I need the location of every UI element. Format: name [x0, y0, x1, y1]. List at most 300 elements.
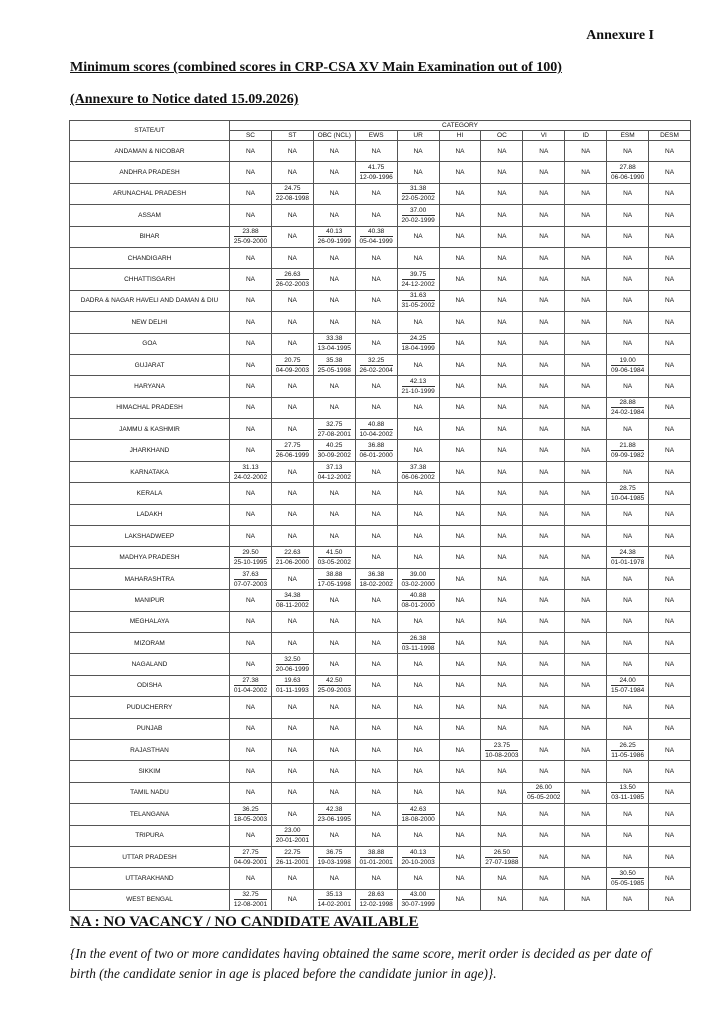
score-cell: NA [439, 354, 481, 375]
score-cell: NA [355, 333, 397, 354]
score-cell: NA [565, 440, 607, 461]
score-cell [230, 547, 272, 568]
score-cell: NA [523, 333, 565, 354]
score-cell: NA [607, 312, 649, 333]
score-cell: NA [523, 312, 565, 333]
state-name: KARNATAKA [70, 461, 230, 482]
score-value: 41.75 [360, 163, 393, 173]
state-name: ANDHRA PRADESH [70, 162, 230, 183]
score-cell [271, 825, 313, 846]
score-cell: NA [355, 183, 397, 204]
score-cell: NA [355, 269, 397, 290]
score-cell [313, 568, 355, 589]
date-of-birth: 04-09-2003 [275, 366, 309, 374]
score-cell: NA [649, 568, 691, 589]
score-cell [607, 354, 649, 375]
score-cell [397, 568, 439, 589]
score-cell: NA [565, 247, 607, 268]
score-value: 30.50 [611, 869, 644, 879]
score-cell: NA [481, 397, 523, 418]
score-cell: NA [649, 226, 691, 247]
score-value: 28.75 [611, 484, 644, 494]
state-name: HIMACHAL PRADESH [70, 397, 230, 418]
score-cell: NA [607, 269, 649, 290]
score-cell: NA [565, 504, 607, 525]
score-value: 26.50 [485, 848, 518, 858]
score-cell: NA [607, 568, 649, 589]
date-of-birth: 03-02-2000 [401, 580, 435, 588]
score-cell: NA [607, 419, 649, 440]
table-row [70, 333, 691, 354]
score-cell [397, 290, 439, 311]
score-cell [397, 183, 439, 204]
score-value: 31.63 [402, 291, 435, 301]
score-cell [230, 568, 272, 589]
score-cell [397, 461, 439, 482]
table-row [70, 526, 691, 547]
table-row [70, 290, 691, 311]
score-cell: NA [523, 547, 565, 568]
column-header: EWS [355, 131, 397, 141]
score-value: 42.38 [318, 805, 351, 815]
score-cell: NA [439, 611, 481, 632]
score-cell: NA [481, 483, 523, 504]
score-cell: NA [439, 312, 481, 333]
score-cell: NA [271, 312, 313, 333]
score-value: 24.25 [402, 334, 435, 344]
table-row [70, 440, 691, 461]
score-cell: NA [313, 654, 355, 675]
date-of-birth: 18-04-1999 [401, 345, 435, 353]
date-of-birth: 18-05-2003 [233, 815, 268, 823]
state-name: TRIPURA [70, 825, 230, 846]
state-name: ARUNACHAL PRADESH [70, 183, 230, 204]
table-header [70, 121, 691, 141]
score-cell: NA [230, 141, 272, 162]
date-of-birth: 26-02-2003 [275, 281, 309, 289]
score-cell: NA [313, 632, 355, 653]
table-row [70, 739, 691, 760]
date-of-birth: 20-06-1999 [275, 666, 309, 674]
score-cell: NA [481, 333, 523, 354]
score-value: 27.75 [276, 441, 309, 451]
score-cell: NA [271, 333, 313, 354]
score-cell: NA [481, 290, 523, 311]
annexure-label: Annexure I [586, 28, 654, 43]
score-value: 37.63 [234, 570, 267, 580]
score-cell: NA [313, 504, 355, 525]
score-cell: NA [271, 247, 313, 268]
score-cell: NA [565, 825, 607, 846]
score-cell [355, 354, 397, 375]
score-cell: NA [439, 483, 481, 504]
score-cell: NA [565, 226, 607, 247]
score-cell: NA [523, 504, 565, 525]
category-header: CATEGORY [230, 121, 691, 131]
score-cell: NA [230, 697, 272, 718]
state-name: PUDUCHERRY [70, 697, 230, 718]
date-of-birth: 14-02-2001 [317, 901, 351, 909]
column-header: HI [439, 131, 481, 141]
score-cell: NA [271, 419, 313, 440]
score-cell: NA [607, 761, 649, 782]
score-cell: NA [481, 675, 523, 696]
score-cell [271, 354, 313, 375]
score-cell: NA [355, 483, 397, 504]
score-cell: NA [230, 782, 272, 803]
score-value: 40.38 [360, 227, 393, 237]
date-of-birth: 18-02-2002 [359, 580, 393, 588]
score-value: 26.63 [276, 270, 309, 280]
score-cell: NA [313, 718, 355, 739]
score-cell: NA [481, 889, 523, 910]
score-cell: NA [565, 419, 607, 440]
score-cell: NA [313, 611, 355, 632]
score-cell: NA [439, 247, 481, 268]
score-cell: NA [271, 376, 313, 397]
state-name: ODISHA [70, 675, 230, 696]
score-cell: NA [523, 269, 565, 290]
score-cell: NA [523, 461, 565, 482]
score-cell: NA [355, 504, 397, 525]
score-cell: NA [565, 590, 607, 611]
score-cell: NA [439, 654, 481, 675]
score-cell: NA [355, 590, 397, 611]
score-cell: NA [230, 183, 272, 204]
score-cell: NA [607, 461, 649, 482]
score-cell: NA [523, 804, 565, 825]
score-cell [355, 889, 397, 910]
score-cell: NA [481, 632, 523, 653]
state-name: SIKKIM [70, 761, 230, 782]
date-of-birth: 22-08-1998 [275, 195, 309, 203]
score-cell: NA [649, 333, 691, 354]
score-cell: NA [565, 376, 607, 397]
score-cell: NA [523, 354, 565, 375]
score-cell: NA [313, 162, 355, 183]
score-cell: NA [230, 376, 272, 397]
score-cell: NA [355, 675, 397, 696]
score-cell: NA [439, 226, 481, 247]
score-cell: NA [523, 526, 565, 547]
score-cell [313, 889, 355, 910]
date-of-birth: 18-08-2000 [401, 815, 435, 823]
score-cell [607, 782, 649, 803]
score-cell: NA [481, 568, 523, 589]
table-row [70, 761, 691, 782]
score-value: 40.88 [402, 591, 435, 601]
state-name: DADRA & NAGAR HAVELI AND DAMAN & DIU [70, 290, 230, 311]
date-of-birth: 07-07-2003 [233, 580, 268, 588]
score-cell: NA [230, 290, 272, 311]
score-cell: NA [481, 611, 523, 632]
score-cell: NA [313, 269, 355, 290]
score-cell [397, 205, 439, 226]
date-of-birth: 23-06-1995 [317, 815, 351, 823]
score-cell [271, 590, 313, 611]
score-cell [397, 804, 439, 825]
score-cell: NA [565, 868, 607, 889]
score-cell: NA [523, 739, 565, 760]
score-cell [271, 440, 313, 461]
score-cell: NA [565, 761, 607, 782]
state-name: JAMMU & KASHMIR [70, 419, 230, 440]
column-header: VI [523, 131, 565, 141]
score-cell [355, 226, 397, 247]
state-name: ANDAMAN & NICOBAR [70, 141, 230, 162]
page-title: Minimum scores (combined scores in CRP-CSA XV Main Examination out of 100) [70, 60, 562, 75]
score-cell: NA [649, 782, 691, 803]
date-of-birth: 20-10-2003 [401, 858, 435, 866]
score-cell: NA [439, 632, 481, 653]
score-cell: NA [355, 761, 397, 782]
merit-order-note: {In the event of two or more candidates having obtained the same score, merit order is decided as per date of birth (the candidate senior in age is placed before the candidate junior in age)}. [70, 946, 652, 981]
score-cell: NA [523, 183, 565, 204]
score-cell: NA [271, 697, 313, 718]
score-cell [230, 889, 272, 910]
score-cell: NA [230, 632, 272, 653]
score-cell: NA [230, 504, 272, 525]
score-cell: NA [523, 141, 565, 162]
score-value: 26.25 [611, 741, 644, 751]
score-value: 42.13 [402, 377, 435, 387]
score-cell: NA [439, 590, 481, 611]
score-value: 28.88 [611, 398, 644, 408]
date-of-birth: 01-01-2001 [359, 858, 393, 866]
score-cell: NA [397, 547, 439, 568]
score-cell [313, 547, 355, 568]
score-cell: NA [355, 739, 397, 760]
score-cell: NA [649, 504, 691, 525]
score-cell: NA [481, 804, 523, 825]
date-of-birth: 21-10-1999 [401, 387, 435, 395]
score-cell: NA [607, 290, 649, 311]
table-row [70, 483, 691, 504]
score-cell: NA [313, 526, 355, 547]
score-cell [355, 846, 397, 867]
score-cell [607, 547, 649, 568]
score-value: 29.50 [234, 548, 267, 558]
score-cell: NA [397, 419, 439, 440]
score-cell: NA [397, 868, 439, 889]
score-cell: NA [649, 846, 691, 867]
score-cell: NA [565, 846, 607, 867]
score-cell: NA [565, 718, 607, 739]
score-cell: NA [523, 697, 565, 718]
column-header: UR [397, 131, 439, 141]
score-cell: NA [523, 718, 565, 739]
score-cell: NA [230, 868, 272, 889]
score-cell [355, 568, 397, 589]
score-cell: NA [355, 247, 397, 268]
state-name: MADHYA PRADESH [70, 547, 230, 568]
score-cell: NA [523, 162, 565, 183]
score-cell: NA [439, 141, 481, 162]
score-cell: NA [271, 205, 313, 226]
score-cell [607, 675, 649, 696]
score-cell: NA [565, 183, 607, 204]
date-of-birth: 11-05-1986 [611, 751, 644, 759]
score-cell: NA [481, 269, 523, 290]
score-cell: NA [230, 611, 272, 632]
score-cell [397, 632, 439, 653]
score-value: 40.13 [318, 227, 351, 237]
score-value: 39.00 [402, 570, 435, 580]
score-cell: NA [439, 419, 481, 440]
date-of-birth: 27-07-1988 [485, 858, 519, 866]
score-cell: NA [481, 376, 523, 397]
score-cell: NA [607, 654, 649, 675]
score-cell: NA [439, 782, 481, 803]
table-row [70, 675, 691, 696]
score-value: 24.00 [611, 676, 644, 686]
score-value: 23.00 [276, 826, 309, 836]
score-cell: NA [397, 761, 439, 782]
score-cell: NA [565, 397, 607, 418]
score-cell: NA [271, 290, 313, 311]
score-cell: NA [565, 269, 607, 290]
score-cell [607, 440, 649, 461]
score-cell: NA [523, 397, 565, 418]
score-cell: NA [355, 547, 397, 568]
score-cell: NA [565, 739, 607, 760]
score-cell: NA [649, 461, 691, 482]
state-name: LADAKH [70, 504, 230, 525]
score-value: 31.13 [234, 463, 267, 473]
score-value: 27.88 [611, 163, 644, 173]
state-name: KERALA [70, 483, 230, 504]
score-cell: NA [607, 718, 649, 739]
date-of-birth: 12-08-2001 [233, 901, 268, 909]
score-cell: NA [607, 804, 649, 825]
score-cell: NA [230, 440, 272, 461]
date-of-birth: 26-02-2004 [359, 366, 393, 374]
score-cell: NA [481, 825, 523, 846]
score-cell: NA [649, 483, 691, 504]
state-name: MEGHALAYA [70, 611, 230, 632]
score-cell [313, 675, 355, 696]
date-of-birth: 03-11-1985 [611, 794, 644, 802]
score-cell: NA [397, 440, 439, 461]
score-cell: NA [313, 376, 355, 397]
score-cell: NA [523, 483, 565, 504]
score-cell: NA [523, 440, 565, 461]
date-of-birth: 26-11-2001 [275, 858, 309, 866]
score-cell: NA [649, 804, 691, 825]
score-cell: NA [439, 333, 481, 354]
score-cell: NA [523, 568, 565, 589]
state-name: GOA [70, 333, 230, 354]
score-cell [397, 590, 439, 611]
state-name: ASSAM [70, 205, 230, 226]
date-of-birth: 25-09-2003 [317, 687, 351, 695]
state-name: HARYANA [70, 376, 230, 397]
score-cell: NA [230, 333, 272, 354]
score-cell: NA [565, 526, 607, 547]
score-cell: NA [481, 312, 523, 333]
date-of-birth: 27-08-2001 [317, 430, 351, 438]
score-cell: NA [481, 718, 523, 739]
score-cell: NA [355, 376, 397, 397]
score-cell: NA [313, 697, 355, 718]
date-of-birth: 01-01-1978 [610, 559, 645, 567]
score-cell: NA [523, 205, 565, 226]
score-cell: NA [481, 141, 523, 162]
score-cell: NA [439, 568, 481, 589]
score-cell: NA [355, 312, 397, 333]
score-cell: NA [481, 461, 523, 482]
score-cell: NA [481, 226, 523, 247]
state-name: CHHATTISGARH [70, 269, 230, 290]
score-cell [607, 162, 649, 183]
state-name: PUNJAB [70, 718, 230, 739]
score-value: 34.38 [276, 591, 309, 601]
score-cell: NA [397, 825, 439, 846]
score-cell: NA [230, 247, 272, 268]
state-name: NEW DELHI [70, 312, 230, 333]
score-value: 27.75 [234, 848, 267, 858]
score-cell: NA [565, 333, 607, 354]
score-cell: NA [230, 739, 272, 760]
score-cell [607, 397, 649, 418]
score-cell: NA [439, 675, 481, 696]
score-value: 31.38 [402, 184, 435, 194]
table-row [70, 419, 691, 440]
score-cell: NA [313, 183, 355, 204]
score-cell [607, 483, 649, 504]
score-cell: NA [523, 868, 565, 889]
score-cell: NA [607, 697, 649, 718]
score-cell [313, 226, 355, 247]
state-name: LAKSHADWEEP [70, 526, 230, 547]
score-cell: NA [649, 269, 691, 290]
score-value: 32.50 [276, 655, 309, 665]
date-of-birth: 30-07-1999 [401, 901, 435, 909]
score-cell: NA [481, 697, 523, 718]
score-value: 33.38 [318, 334, 351, 344]
score-cell: NA [271, 739, 313, 760]
score-cell: NA [230, 654, 272, 675]
score-cell: NA [607, 846, 649, 867]
score-cell: NA [439, 269, 481, 290]
score-cell: NA [397, 739, 439, 760]
score-cell: NA [649, 590, 691, 611]
score-cell: NA [230, 483, 272, 504]
score-cell: NA [230, 526, 272, 547]
score-cell: NA [271, 141, 313, 162]
column-header: SC [230, 131, 272, 141]
score-cell: NA [397, 718, 439, 739]
score-value: 23.88 [234, 227, 267, 237]
score-cell: NA [649, 247, 691, 268]
score-cell: NA [607, 141, 649, 162]
score-cell: NA [355, 718, 397, 739]
score-cell: NA [439, 183, 481, 204]
score-cell: NA [271, 611, 313, 632]
minimum-scores-table [69, 120, 691, 911]
date-of-birth: 08-11-2002 [275, 601, 309, 609]
date-of-birth: 05-05-2002 [527, 794, 561, 802]
score-cell: NA [523, 226, 565, 247]
table-row [70, 718, 691, 739]
score-cell: NA [439, 504, 481, 525]
score-cell: NA [313, 868, 355, 889]
score-cell: NA [607, 825, 649, 846]
date-of-birth: 26-09-1999 [317, 238, 351, 246]
table-row [70, 846, 691, 867]
score-cell: NA [439, 804, 481, 825]
score-cell: NA [355, 868, 397, 889]
